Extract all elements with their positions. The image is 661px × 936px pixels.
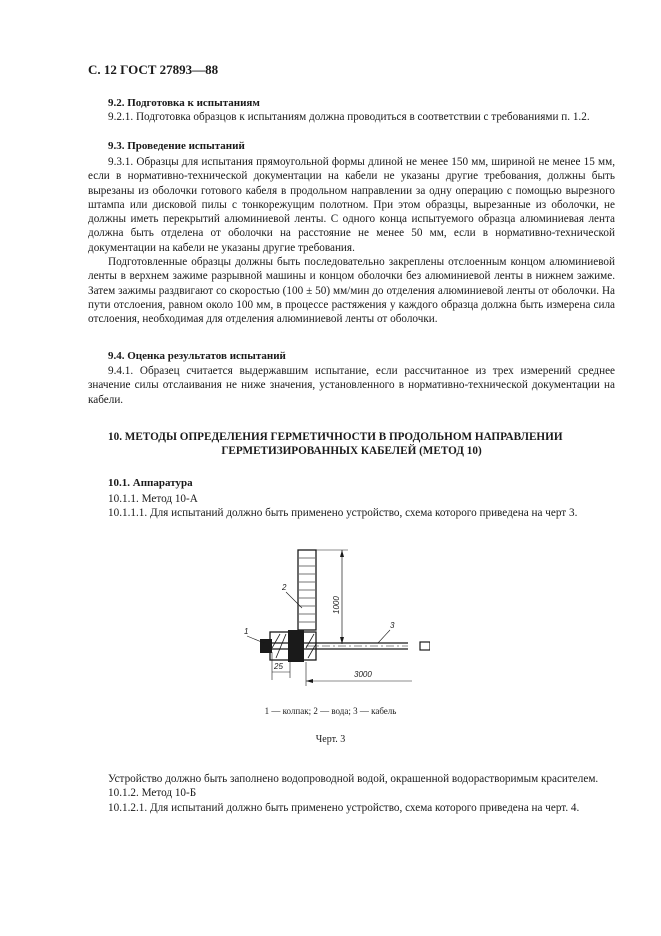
item-10-1-1-1: 10.1.1.1. Для испытаний должно быть применено устройство, схема которого приведена на черт 3. <box>108 507 578 520</box>
paragraph-9-2-1: 9.2.1. Подготовка образцов к испытаниям должна проводиться в соответствии с требованиями п. 1.2. <box>108 111 590 123</box>
figure-3-diagram <box>230 548 430 696</box>
section-10-1-heading: 10.1. Аппаратура <box>108 477 193 489</box>
section-9-4-heading: 9.4. Оценка результатов испытаний <box>108 350 286 362</box>
label-3-cable: 3 <box>390 621 395 630</box>
after-figure-text <box>88 772 615 815</box>
cable-end <box>420 642 430 650</box>
section-10-heading <box>88 430 615 458</box>
section-9-3-heading: 9.3. Проведение испытаний <box>108 140 245 152</box>
item-10-1-1: 10.1.1. Метод 10-А <box>108 493 198 505</box>
section-10-heading-line2: ГЕРМЕТИЗИРОВАННЫХ КАБЕЛЕЙ (МЕТОД 10) <box>221 445 482 457</box>
figure-caption: Черт. 3 <box>315 734 346 745</box>
label-2-water: 2 <box>282 583 287 592</box>
label-1-cap: 1 <box>244 627 249 636</box>
section-9-2-text <box>88 110 615 124</box>
section-10-heading-line1: 10. МЕТОДЫ ОПРЕДЕЛЕНИЯ ГЕРМЕТИЧНОСТИ В ПРОДОЛЬНОМ НАПРАВЛЕНИИ <box>108 431 563 443</box>
dimension-1000-label: 1000 <box>332 596 341 614</box>
paragraph-9-4-1: 9.4.1. Образец считается выдержавшим испытание, если рассчитанное из трех измерений среднее значение силы отслаивания не ниже значения, установленного в нормативно-технической документации на кабели. <box>88 365 615 406</box>
section-9-4-text <box>88 364 615 407</box>
paragraph-9-3-2: Подготовленные образцы должны быть последовательно закреплены отслоенным концом алюминиевой ленты в верхнем зажиме разрывной машины и концом оболочки без алюминиевой ленты в нижнем зажиме. Затем зажимы раздвигают со скоростью (100 ± 50) мм/мин до отделения алюминиевой ленты от оболочки. На пути отслоения, равном около 100 мм, в процессе растяжения у каждого образца должна быть измерена сила отслоения, необходимая для отделения алюминиевой ленты от оболочки. <box>88 256 615 326</box>
item-10-1-2: 10.1.2. Метод 10-Б <box>108 787 197 800</box>
water-hatching <box>299 558 315 622</box>
section-9-2-heading: 9.2. Подготовка к испытаниям <box>108 97 260 109</box>
page-header: С. 12 ГОСТ 27893—88 <box>88 62 219 77</box>
section-10-1-text <box>88 492 615 521</box>
dimension-25-label: 25 <box>274 662 283 671</box>
paragraph-9-3-1: 9.3.1. Образцы для испытания прямоугольной формы длиной не менее 150 мм, шириной не менее 15 мм, если в нормативно-технической документации на кабели не указаны другие требования, должны быть вырезаны из оболочки готового кабеля в продольном направлении за одну операцию с помощью вырезного штампа или дисковой пилы с тонкорежущим полотном. При этом образцы, вырезанные из оболочки, не должны иметь перекрытий алюминиевой ленты. С одного конца испытуемого образца алюминиевая лента должна быть отделена от оболочки на расстояние не менее 50 мм, если в нормативно-технической документации на кабели не указаны другие требования. <box>88 156 615 254</box>
dimension-3000-label: 3000 <box>354 670 372 679</box>
figure-legend: 1 — колпак; 2 — вода; 3 — кабель <box>264 706 397 716</box>
section-9-3-text <box>88 155 615 327</box>
paragraph-device-filled: Устройство должно быть заполнено водопроводной водой, окрашенной водорастворимым красителем. <box>108 773 599 785</box>
item-10-1-2-1: 10.1.2.1. Для испытаний должно быть применено устройство, схема которого приведена на черт. 4. <box>108 801 580 814</box>
